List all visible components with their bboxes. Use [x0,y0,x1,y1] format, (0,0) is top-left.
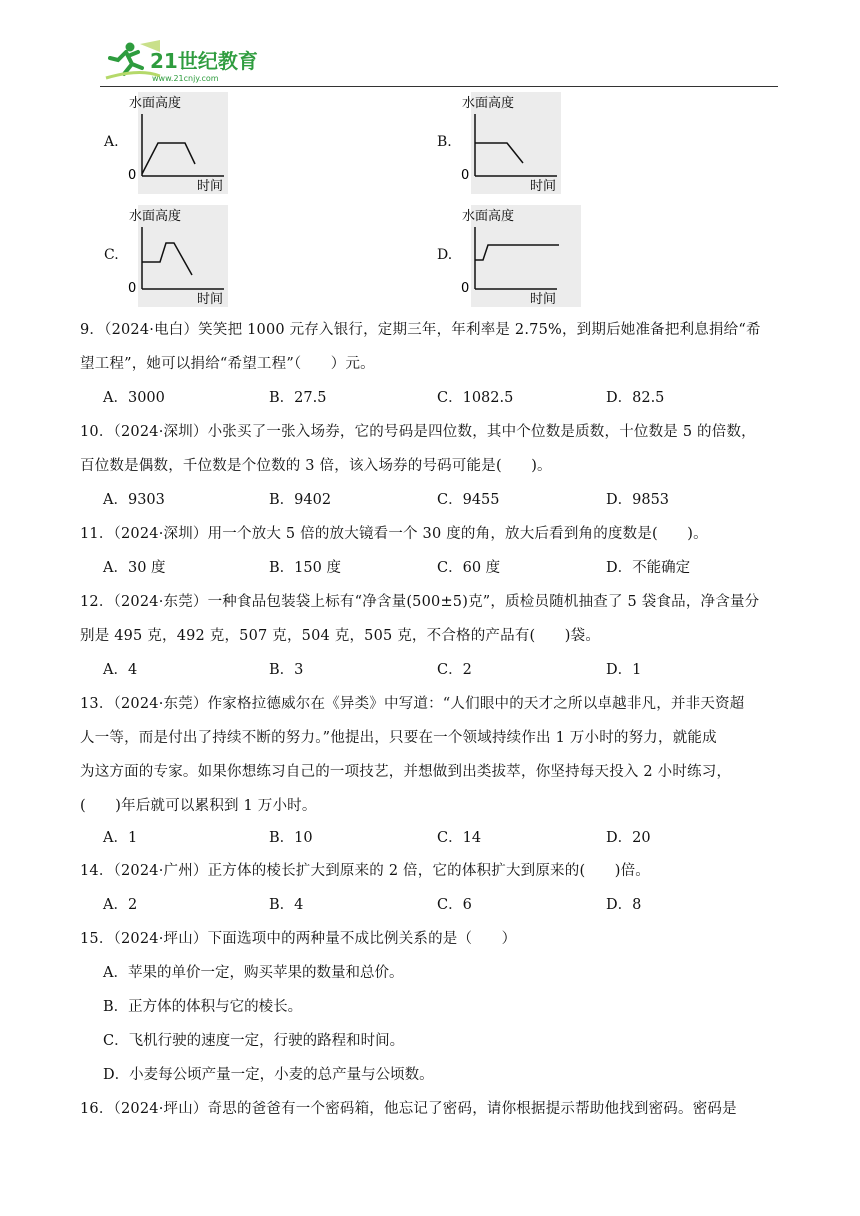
question-line: ( )年后就可以累积到 1 万小时。 [80,798,317,814]
question-16 [80,1092,780,1126]
option-b[interactable]: B．正方体的体积与它的棱长。 [103,999,303,1015]
option-b[interactable]: B．27.5 [269,390,327,406]
question-line: 15．（2024·坪山）下面选项中的两种量不成比例关系的是（ ） [80,931,517,947]
graph-ylabel: 水面高度 [129,209,182,224]
option-b[interactable]: B．9402 [269,492,332,508]
question-10 [80,415,780,483]
option-d[interactable]: D．82.5 [606,390,665,406]
question-line: 别是 495 克，492 克，507 克，504 克，505 克，不合格的产品有( )袋。 [80,628,601,644]
option-c[interactable]: C．60 度 [437,560,501,576]
option-b[interactable]: B．150 度 [269,560,341,576]
option-a[interactable]: A．苹果的单价一定，购买苹果的数量和总价。 [103,965,404,981]
header-divider [100,86,778,87]
question-13 [80,687,780,823]
option-a[interactable]: A．30 度 [103,560,166,576]
question-line: 百位数是偶数，千位数是个位数的 3 倍，该入场券的号码可能是( )。 [80,458,552,474]
option-b[interactable]: B．4 [269,897,304,913]
question-line: 9．（2024·电白）笑笑把 1000 元存入银行，定期三年，年利率是 2.75%，到期后她准备把利息捐给“希 [80,322,761,338]
graph-option-a [124,90,284,198]
site-logo [100,38,280,88]
question-9-options [103,381,783,415]
graph-origin: 0 [128,168,137,183]
question-13-options [103,821,783,855]
graph-option-b [457,90,617,198]
graph-option-a-letter: A. [104,134,119,150]
option-b[interactable]: B．10 [269,830,313,846]
graph-origin: 0 [461,168,470,183]
question-line: 人一等，而是付出了持续不断的努力。”他提出，只要在一个领域持续作出 1 万小时的努力，就能成 [80,730,717,746]
graph-origin: 0 [461,281,470,296]
question-14 [80,854,780,888]
option-c[interactable]: C．飞机行驶的速度一定，行驶的路程和时间。 [103,1033,405,1049]
question-14-options [103,888,783,922]
question-11 [80,517,780,551]
option-a[interactable]: A．1 [103,830,138,846]
option-c[interactable]: C．9455 [437,492,500,508]
option-d[interactable]: D．1 [606,662,642,678]
option-d[interactable]: D．8 [606,897,642,913]
question-line: 13．（2024·东莞）作家格拉德威尔在《异类》中写道：“人们眼中的天才之所以卓越非凡，并非天资超 [80,696,745,712]
option-a[interactable]: A．9303 [103,492,165,508]
option-c[interactable]: C．1082.5 [437,390,514,406]
graph-xlabel: 时间 [530,292,557,307]
option-d[interactable]: D．不能确定 [606,560,691,576]
option-d[interactable]: D．9853 [606,492,670,508]
graph-origin: 0 [128,281,137,296]
question-line: 12．（2024·东莞）一种食品包装袋上标有“净含量(500±5)克”，质检员随机抽查了 5 袋食品，净含量分 [80,594,760,610]
option-a[interactable]: A．4 [103,662,138,678]
logo-text: 21世纪教育 [150,49,258,73]
question-line: 16．（2024·坪山）奇思的爸爸有一个密码箱，他忘记了密码，请你根据提示帮助他找到密码。密码是 [80,1101,737,1117]
graph-option-d [457,203,617,311]
question-9 [80,313,780,381]
graph-xlabel: 时间 [197,179,224,194]
question-line: 14．（2024·广州）正方体的棱长扩大到原来的 2 倍，它的体积扩大到原来的( )倍。 [80,863,650,879]
option-d[interactable]: D．小麦每公顷产量一定，小麦的总产量与公顷数。 [103,1067,434,1083]
question-line: 11．（2024·深圳）用一个放大 5 倍的放大镜看一个 30 度的角，放大后看到角的度数是( )。 [80,526,708,542]
graph-xlabel: 时间 [197,292,224,307]
question-15 [80,922,780,956]
option-a[interactable]: A．2 [103,897,138,913]
question-12 [80,585,780,653]
graph-ylabel: 水面高度 [462,209,515,224]
question-10-options [103,483,783,517]
graph-ylabel: 水面高度 [129,96,182,111]
option-a[interactable]: A．3000 [103,390,165,406]
graph-option-d-letter: D. [437,247,453,263]
question-line: 10．（2024·深圳）小张买了一张入场券，它的号码是四位数，其中个位数是质数，十位数是 5 的倍数， [80,424,756,440]
option-c[interactable]: C．2 [437,662,472,678]
option-c[interactable]: C．6 [437,897,472,913]
logo-url: www.21cnjy.com [152,74,219,83]
question-11-options [103,551,783,585]
graph-xlabel: 时间 [530,179,557,194]
option-c[interactable]: C．14 [437,830,482,846]
graph-ylabel: 水面高度 [462,96,515,111]
graph-option-b-letter: B. [437,134,452,150]
option-b[interactable]: B．3 [269,662,304,678]
graph-option-c [124,203,284,311]
graph-option-c-letter: C. [104,247,119,263]
question-12-options [103,653,783,687]
question-line: 望工程”，她可以捐给“希望工程”（ ）元。 [80,356,375,372]
question-line: 为这方面的专家。如果你想练习自己的一项技艺，并想做到出类拔萃，你坚持每天投入 2 小时练习， [80,764,732,780]
option-d[interactable]: D．20 [606,830,651,846]
